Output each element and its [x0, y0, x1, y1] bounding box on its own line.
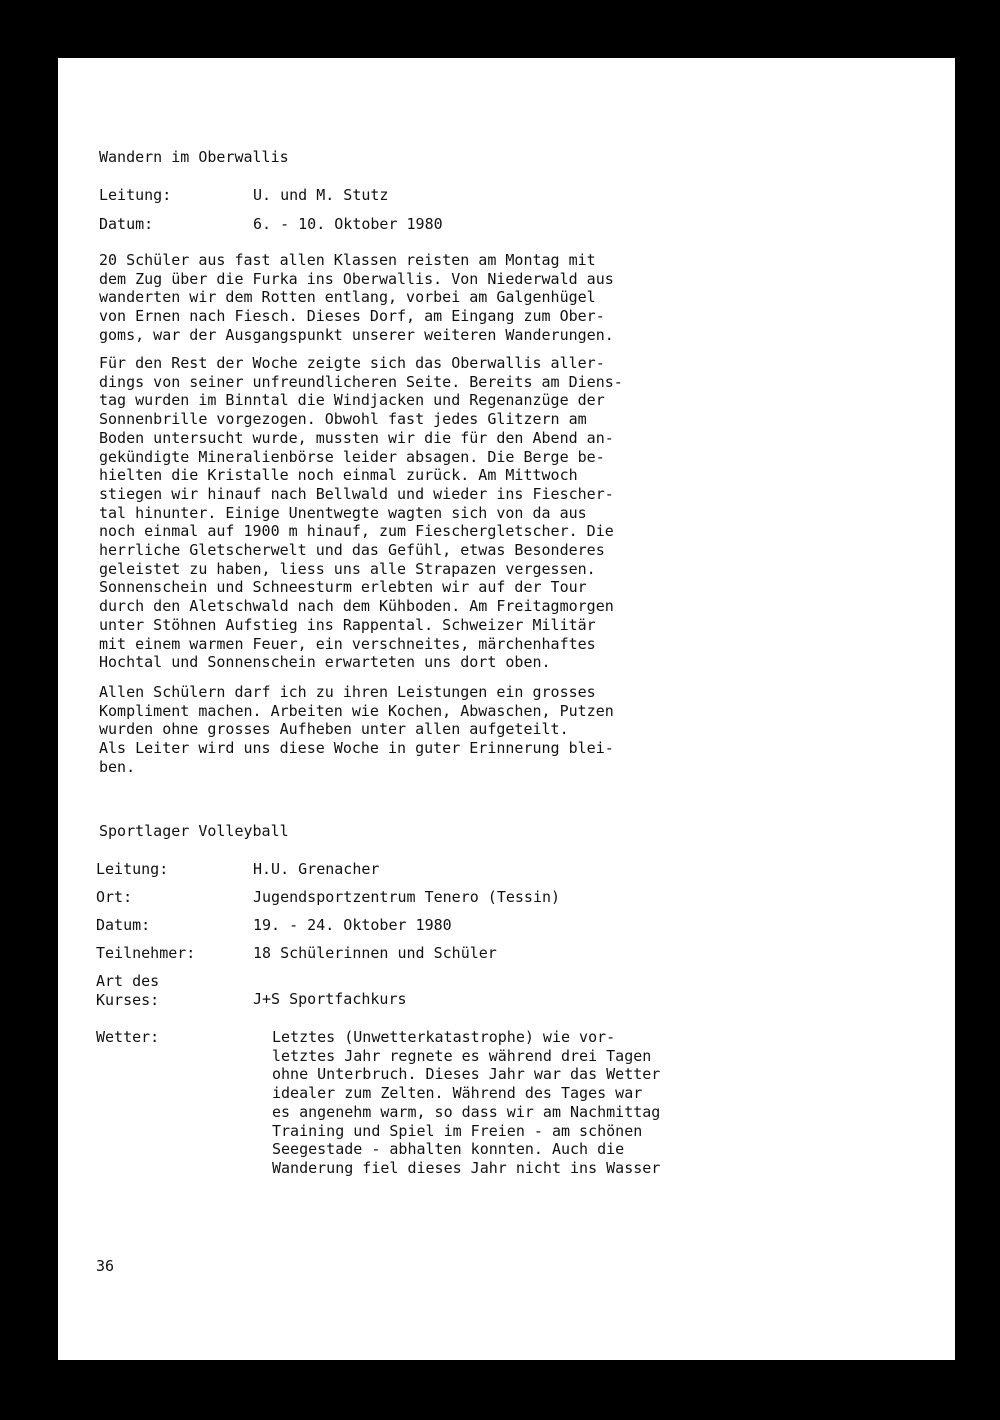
section-title-wandern: Wandern im Oberwallis [99, 148, 289, 166]
field-value-wetter: Letztes (Unwetterkatastrophe) wie vor- letztes Jahr regnete es während drei Tagen ohne Unterbruch. Dieses Jahr war das Wetter idealer zum Zelten. Während des Tages war es angenehm warm, so dass wir am Nachmittag Training und Spiel im Freien - am schönen Seegestade - abhalten konnten. Auch die Wanderung fiel dieses Jahr nicht ins Wasser [272, 1028, 661, 1177]
field-value-datum: 6. - 10. Oktober 1980 [253, 215, 443, 233]
field-label-datum: Datum: [99, 215, 154, 233]
field-label-leitung: Leitung: [99, 186, 172, 204]
field-label-ort: Ort: [96, 888, 133, 906]
paragraph-2: Für den Rest der Woche zeigte sich das Oberwallis aller- dings von seiner unfreundlicheren Seite. Bereits am Diens- tag wurden im Binntal die Windjacken und Regenanzüge der Sonnenbrille vorgezogen. Obwohl fast jedes Glitzern am Boden untersucht wurde, mussten wir die für den Abend an- gekündigte Mineralienbörse leider absagen. Die Berge be- hielten die Kristalle noch einmal zurück. Am Mittwoch stiegen wir hinauf nach Bellwald und wieder ins Fiescher- tal hinunter. Einige Unentwegte wagten sich von da aus noch einmal auf 1900 m hinauf, zum Fieschergletscher. Die herrliche Gletscherwelt und das Gefühl, etwas Besonderes geleistet zu haben, liess uns alle Strapazen vergessen. Sonnenschein und Schneesturm erlebten wir auf der Tour durch den Aletschwald nach dem Kühboden. Am Freitagmorgen unter Stöhnen Aufstieg ins Rappental. Schweizer Militär mit einem warmen Feuer, ein verschneites, märchenhaftes Hochtal und Sonnenschein erwarteten uns dort oben. [99, 354, 623, 672]
field-value-leitung: U. und M. Stutz [253, 186, 389, 204]
field-label-art-des-kurses: Art des Kurses: [96, 972, 160, 1009]
field-value-art-des-kurses: J+S Sportfachkurs [253, 990, 407, 1008]
document-page [58, 58, 955, 1360]
field-value-leitung-2: H.U. Grenacher [253, 860, 380, 878]
field-value-ort: Jugendsportzentrum Tenero (Tessin) [253, 888, 561, 906]
paragraph-1: 20 Schüler aus fast allen Klassen reisten am Montag mit dem Zug über die Furka ins Oberwallis. Von Niederwald aus wanderten wir dem Rotten entlang, vorbei am Galgenhügel von Ernen nach Fiesch. Dieses Dorf, am Eingang zum Ober- goms, war der Ausgangspunkt unserer weiteren Wanderungen. [99, 251, 614, 344]
field-value-teilnehmer: 18 Schülerinnen und Schüler [253, 944, 497, 962]
field-label-leitung-2: Leitung: [96, 860, 169, 878]
field-label-teilnehmer: Teilnehmer: [96, 944, 196, 962]
field-label-datum-2: Datum: [96, 916, 151, 934]
page-number: 36 [96, 1257, 115, 1275]
section-title-volleyball: Sportlager Volleyball [99, 822, 289, 840]
field-label-wetter: Wetter: [96, 1028, 160, 1046]
field-value-datum-2: 19. - 24. Oktober 1980 [253, 916, 452, 934]
paragraph-3: Allen Schülern darf ich zu ihren Leistungen ein grosses Kompliment machen. Arbeiten wie Kochen, Abwaschen, Putzen wurden ohne grosses Aufheben unter allen aufgeteilt. Als Leiter wird uns diese Woche in guter Erinnerung blei- ben. [99, 683, 614, 776]
